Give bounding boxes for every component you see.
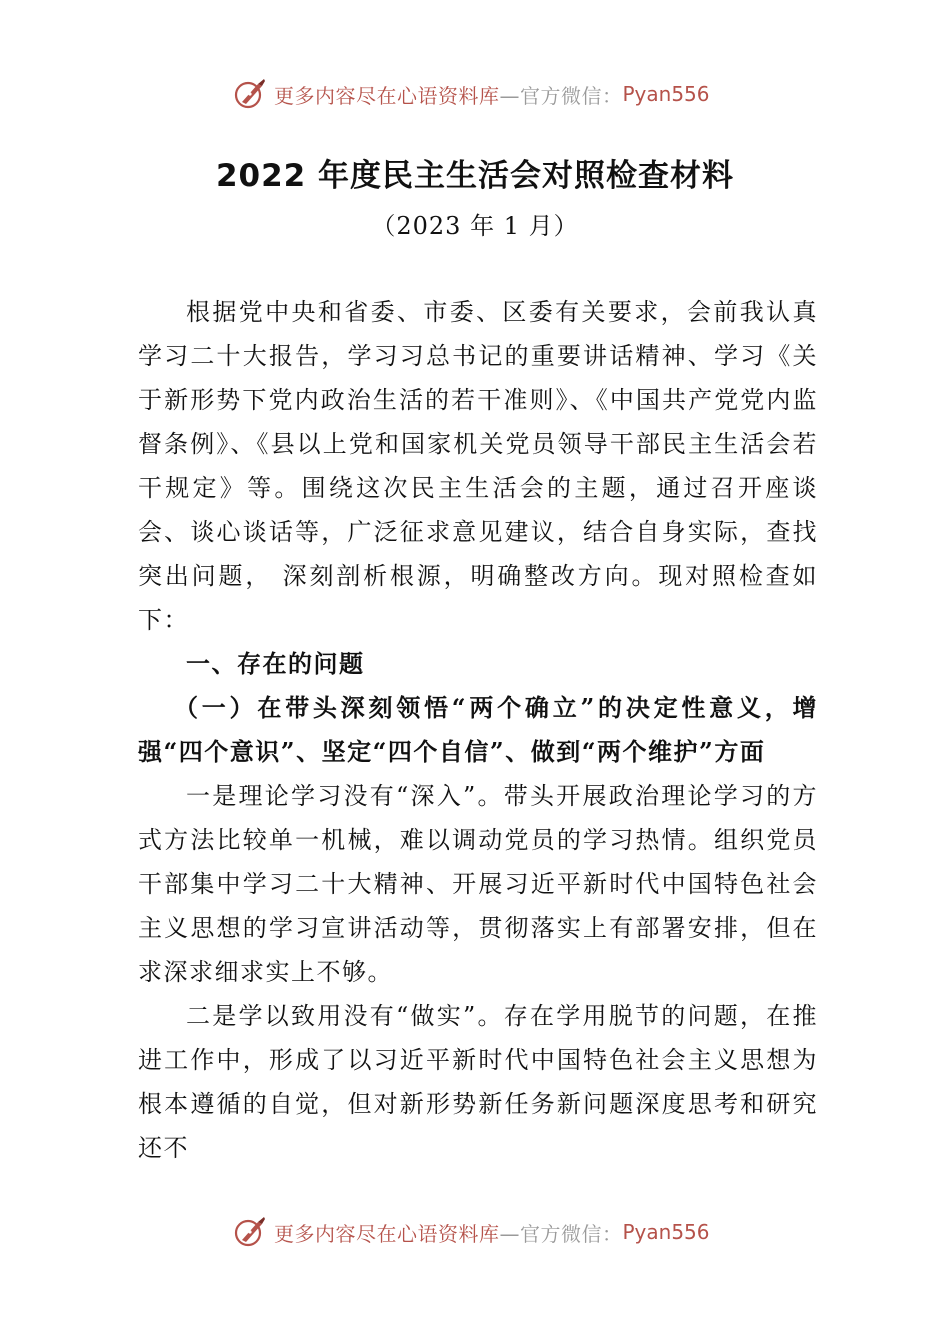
watermark-text: 更多内容尽在心语资料库 — [274, 1221, 500, 1246]
subsection-heading: （一）在带头深刻领悟“两个确立”的决定性意义，增强“四个意识”、坚定“四个自信”、做到“两个维护”方面 — [138, 693, 818, 766]
document-body — [138, 290, 818, 1170]
point-paragraph-1: 一是理论学习没有“深入”。带头开展政治理论学习的方式方法比较单一机械，难以调动党员的学习热情。组织党员干部集中学习二十大精神、开展习近平新时代中国特色社会主义思想的学习宣讲活动等，贯彻落实上有部署安排，但在求深求细求实上不够。 — [138, 782, 818, 986]
watermark-wechat-id: Pyan556 — [622, 82, 710, 106]
watermark-separator: —官方微信： — [499, 83, 623, 108]
watermark-separator: —官方微信： — [499, 1221, 623, 1246]
document-title: 2022 年度民主生活会对照检查材料 — [215, 158, 735, 194]
intro-paragraph: 根据党中央和省委、市委、区委有关要求，会前我认真学习二十大报告，学习习总书记的重要讲话精神、学习《关于新形势下党内政治生活的若干准则》、《中国共产党党内监督条例》、《县以上党和国家机关党员领导干部民主生活会若干规定》等。围绕这次民主生活会的主题，通过召开座谈会、谈心谈话等，广泛征求意见建议，结合自身实际，查找突出问题， 深刻剖析根源，明确整改方向。现对照检查如下： — [138, 298, 818, 634]
watermark-header — [232, 74, 710, 114]
watermark-text: 更多内容尽在心语资料库 — [274, 83, 500, 108]
pen-nib-logo-icon — [232, 76, 268, 112]
point-paragraph-2: 二是学以致用没有“做实”。存在学用脱节的问题，在推进工作中，形成了以习近平新时代中国特色社会主义思想为根本遵循的自觉，但对新形势新任务新问题深度思考和研究还不 — [138, 1002, 818, 1162]
pen-nib-logo-icon — [232, 1214, 268, 1250]
section-heading: 一、存在的问题 — [186, 650, 365, 678]
document-date: （2023 年 1 月） — [371, 212, 579, 240]
watermark-wechat-id: Pyan556 — [622, 1220, 710, 1244]
watermark-footer — [232, 1212, 710, 1252]
